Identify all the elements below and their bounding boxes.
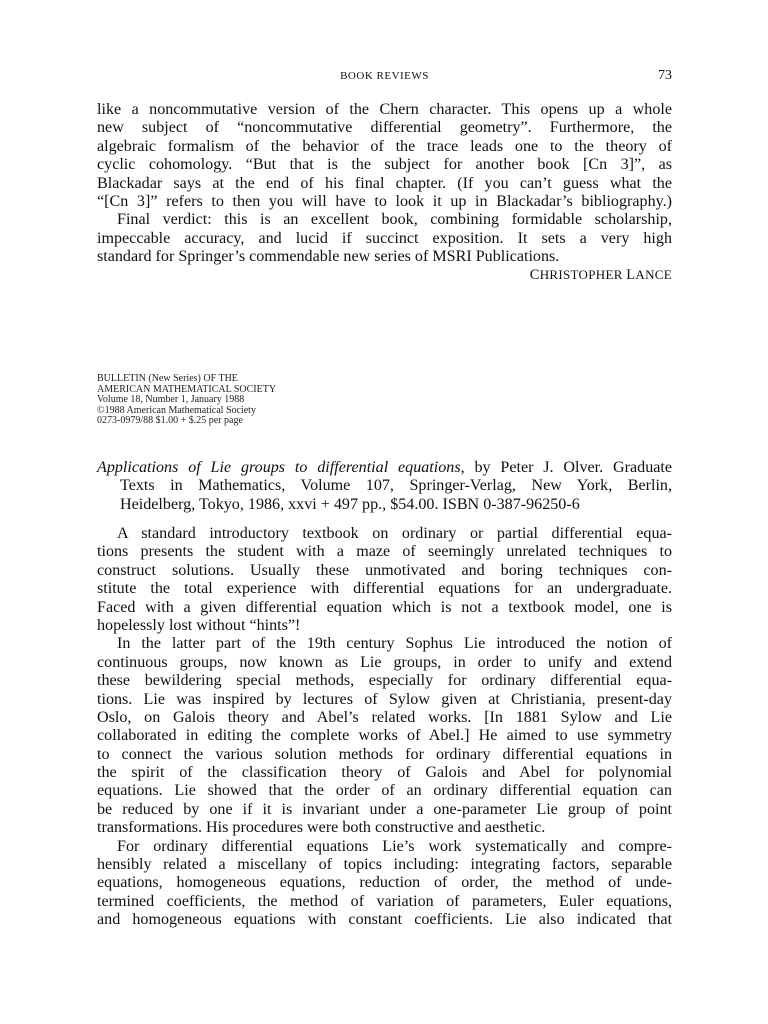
book-title: Applications of Lie groups to differential equations [97,459,461,476]
reviewer-signature: CHRISTOPHER LANCE [529,267,672,283]
text-line: continuous groups, now known as Lie groups, in order to unify and extend [97,653,672,671]
text-line: In the latter part of the 19th century Sophus Lie introduced the notion of [117,635,672,653]
text-line: equations, homogeneous equations, reduction of order, the method of unde- [97,874,672,892]
text-line: “[Cn 3]” refers to then you will have to look it up in Blackadar’s bibliography.) [97,192,672,210]
text-line: these bewildering special methods, especially for ordinary differential equa- [97,672,672,690]
text-line: Blackadar says at the end of his final chapter. (If you can’t guess what the [97,174,672,192]
text-line: For ordinary differential equations Lie’s work systematically and compre- [117,837,672,855]
citation-line: Heidelberg, Tokyo, 1986, xxvi + 497 pp., $54.00. ISBN 0-387-96250-6 [120,495,580,513]
citation-line: Texts in Mathematics, Volume 107, Springer-Verlag, New York, Berlin, [120,477,672,495]
text-line: standard for Springer’s commendable new series of MSRI Publications. [97,248,560,266]
masthead-line: BULLETIN (New Series) OF THE [97,373,238,384]
masthead-line: Volume 18, Number 1, January 1988 [97,394,245,406]
text-line: Oslo, on Galois theory and Abel’s related works. [In 1881 Sylow and Lie [97,708,672,726]
review2-body [97,525,672,930]
masthead-line: ©1988 American Mathematical Society [97,404,256,416]
journal-masthead [97,374,397,427]
text-line: transformations. His procedures were both constructive and aesthetic. [97,819,546,837]
text-line: termined coefficients, the method of variation of parameters, Euler equations, [97,892,672,910]
text-line: algebraic formalism of the behavior of the trace leads one to the theory of [97,137,672,155]
masthead-line: 0273-0979/88 $1.00 + $.25 per page [97,415,243,427]
review1-text [97,101,672,267]
text-line: A standard introductory textbook on ordinary or partial differential equa- [117,525,672,542]
text-line: Final verdict: this is an excellent book, combining formidable scholarship, [117,211,672,229]
text-line: equations. Lie showed that the order of an ordinary differential equation can [97,782,672,800]
review2-citation [97,459,672,514]
journal-page [97,0,672,1024]
text-line: to connect the various solution methods for ordinary differential equations in [97,745,672,763]
text-line: be reduced by one if it is invariant under a one-parameter Lie group of point [97,800,672,818]
text-line: construct solutions. Usually these unmotivated and boring techniques con- [97,561,672,579]
text-line: tions. Lie was inspired by lectures of Sylow given at Christiania, present-day [97,690,672,708]
text-line: tions presents the student with a maze of seemingly unrelated techniques to [97,543,672,561]
text-line: like a noncommutative version of the Chern character. This opens up a whole [97,101,672,118]
text-line: cyclic cohomology. “But that is the subject for another book [Cn 3]”, as [97,156,672,174]
text-line: stitute the total experience with differential equations for an undergraduate. [97,580,672,598]
text-line: Faced with a given differential equation which is not a textbook model, one is [97,598,672,616]
text-line: the spirit of the classification theory of Galois and Abel for polynomial [97,764,672,782]
page-number: 73 [658,68,672,83]
running-head-title: BOOK REVIEWS [340,70,429,82]
masthead-line: AMERICAN MATHEMATICAL SOCIETY [97,383,277,395]
text-line: hensibly related a miscellany of topics including: integrating factors, separable [97,856,672,874]
citation-line: Applications of Lie groups to differential equations, by Peter J. Olver. Graduate [97,459,672,476]
text-line: collaborated in editing the complete works of Abel.] He aimed to use symmetry [97,727,672,745]
text-line: hopelessly lost without “hints”! [97,616,301,634]
text-line: impeccable accuracy, and lucid if succinct exposition. It sets a very high [97,229,672,247]
text-line: and homogeneous equations with constant coefficients. Lie also indicated that [97,911,672,929]
text-line: new subject of “noncommutative differential geometry”. Furthermore, the [97,119,672,137]
running-head [97,68,672,84]
